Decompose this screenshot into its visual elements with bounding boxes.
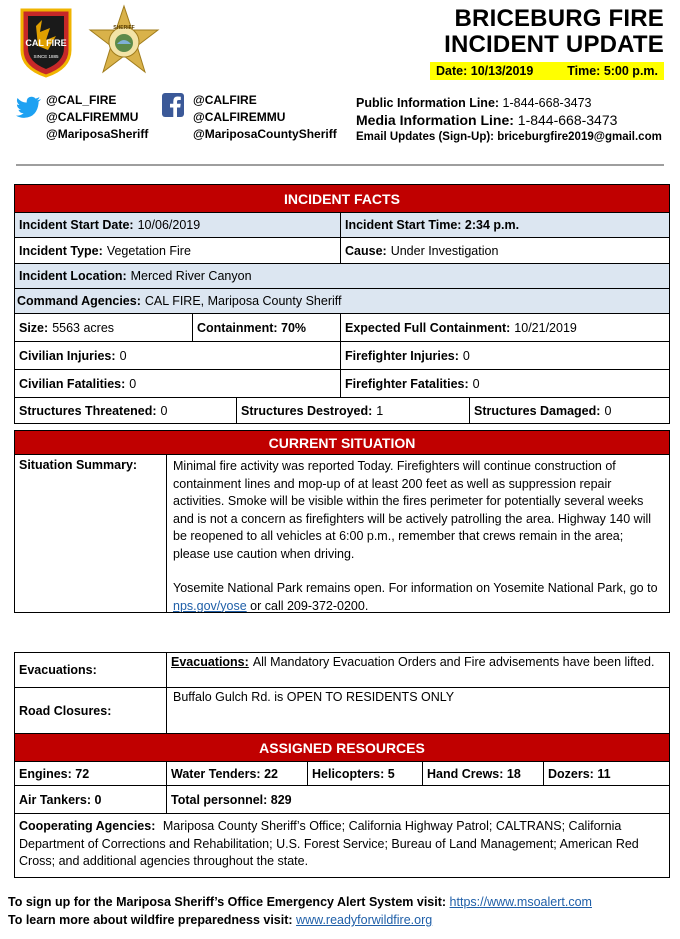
cooperating-agencies-cell: Cooperating Agencies: Mariposa County Sheriff’s Office; California Highway Patrol; CALTRANS; California Department of Corrections and Rehabilitation; U.S. Forest Service; Bureau of Land Management; American Red Cross; and additional agencies throughout the state. [19, 819, 639, 868]
date-field: Date: 10/13/2019 [436, 64, 534, 78]
readyforwildfire-link[interactable]: www.readyforwildfire.org [296, 913, 433, 927]
facebook-icon [162, 93, 184, 117]
twitter-handle[interactable]: @CAL_FIRE [46, 93, 117, 107]
header-divider [16, 164, 664, 166]
structures-destroyed-cell: Structures Destroyed: 1 [236, 398, 469, 423]
facebook-handles [193, 92, 337, 143]
media-info-line: Media Information Line: 1-844-668-3473 [356, 112, 618, 128]
firefighter-injuries-cell: Firefighter Injuries: 0 [340, 342, 669, 369]
svg-text:SINCE 1885: SINCE 1885 [33, 54, 59, 59]
hand-crews-cell: Hand Crews: 18 [422, 762, 543, 785]
date-time-bar [430, 62, 664, 80]
email-updates-line: Email Updates (Sign-Up): briceburgfire2019@gmail.com [356, 131, 662, 143]
water-tenders-cell: Water Tenders: 22 [166, 762, 307, 785]
wildfire-preparedness-line: To learn more about wildfire preparedness visit: www.readyforwildfire.org [8, 913, 433, 927]
twitter-handle[interactable]: @CALFIREMMU [46, 110, 139, 124]
twitter-handles [46, 92, 148, 143]
situation-paragraph: Minimal fire activity was reported Today. Firefighters will continue construction of containment lines and mop-up of at least 200 feet as well as suppression repair activities. Smoke will be visible within the fires perimeter for potentially several weeks and is not a concern as firefighters will be actively patrolling the area. Highway 140 will be reopened to all vehicles at 6:00 p.m., remember that crews remain in the area; please use caution when driving. [173, 459, 652, 561]
dozers-cell: Dozers: 11 [543, 762, 669, 785]
contact-info [356, 95, 662, 146]
msoalert-link[interactable]: https://www.msoalert.com [449, 895, 592, 909]
alert-signup-line: To sign up for the Mariposa Sheriff’s Office Emergency Alert System visit: https://www.msoalert.com [8, 895, 592, 909]
facebook-handle[interactable]: @MariposaCountySheriff [193, 127, 337, 141]
firefighter-fatalities-cell: Firefighter Fatalities: 0 [340, 370, 669, 397]
road-closures-label: Road Closures: [19, 703, 112, 718]
twitter-icon [16, 96, 42, 118]
helicopters-cell: Helicopters: 5 [307, 762, 422, 785]
structures-damaged-cell: Structures Damaged: 0 [469, 398, 669, 423]
incident-facts-banner: INCIDENT FACTS [15, 185, 669, 212]
calfire-logo-icon [18, 6, 74, 78]
civilian-fatalities-cell: Civilian Fatalities: 0 [19, 376, 137, 391]
svg-text:SHERIFF: SHERIFF [113, 25, 135, 31]
current-situation-table [14, 430, 670, 613]
facebook-handle[interactable]: @CALFIREMMU [193, 110, 286, 124]
structures-threatened-cell: Structures Threatened: 0 [19, 403, 168, 418]
expected-containment-cell: Expected Full Containment: 10/21/2019 [340, 314, 669, 341]
road-closures-value: Buffalo Gulch Rd. is OPEN TO RESIDENTS ONLY [166, 688, 669, 733]
total-personnel-cell: Total personnel: 829 [166, 786, 669, 813]
air-tankers-cell: Air Tankers: 0 [19, 792, 102, 807]
incident-facts-table [14, 184, 670, 424]
evacuations-label: Evacuations: [19, 663, 97, 677]
incident-type-cell: Incident Type: Vegetation Fire [19, 243, 191, 258]
start-date-cell: Incident Start Date: 10/06/2019 [19, 218, 201, 232]
start-time-cell: Incident Start Time: 2:34 p.m. [340, 213, 669, 237]
facebook-handle[interactable]: @CALFIRE [193, 93, 257, 107]
current-situation-banner: CURRENT SITUATION [15, 431, 669, 454]
command-agencies-cell: Command Agencies: CAL FIRE, Mariposa County Sheriff [17, 294, 342, 308]
civilian-injuries-cell: Civilian Injuries: 0 [19, 348, 127, 363]
engines-cell: Engines: 72 [19, 766, 90, 781]
cause-cell: Cause: Under Investigation [340, 238, 669, 263]
page-title [414, 6, 664, 58]
title-line-2: INCIDENT UPDATE [444, 31, 664, 58]
header-logos [18, 4, 168, 82]
assigned-resources-banner: ASSIGNED RESOURCES [15, 734, 669, 761]
containment-cell: Containment: 70% [192, 314, 340, 341]
nps-link[interactable]: nps.gov/yose [173, 598, 247, 612]
time-field: Time: 5:00 p.m. [567, 64, 658, 78]
evacuations-value: Evacuations: All Mandatory Evacuation Orders and Fire advisements have been lifted. [166, 653, 669, 687]
incident-location-cell: Incident Location: Merced River Canyon [19, 269, 252, 283]
situation-summary-text [166, 455, 669, 612]
twitter-handle[interactable]: @MariposaSheriff [46, 127, 149, 141]
sheriff-star-logo-icon [86, 4, 162, 80]
public-info-line: Public Information Line: 1-844-668-3473 [356, 96, 592, 110]
situation-summary-label: Situation Summary: [19, 458, 138, 472]
footer [8, 893, 592, 929]
svg-text:CAL FIRE: CAL FIRE [25, 38, 67, 48]
size-cell: Size: 5563 acres [19, 320, 115, 335]
situation-paragraph: Yosemite National Park remains open. For information on Yosemite National Park, go to nps.gov/yose or call 209-372-0200. [173, 581, 658, 612]
evacuations-resources-table [14, 652, 670, 878]
title-line-1: BRICEBURG FIRE [454, 5, 664, 32]
